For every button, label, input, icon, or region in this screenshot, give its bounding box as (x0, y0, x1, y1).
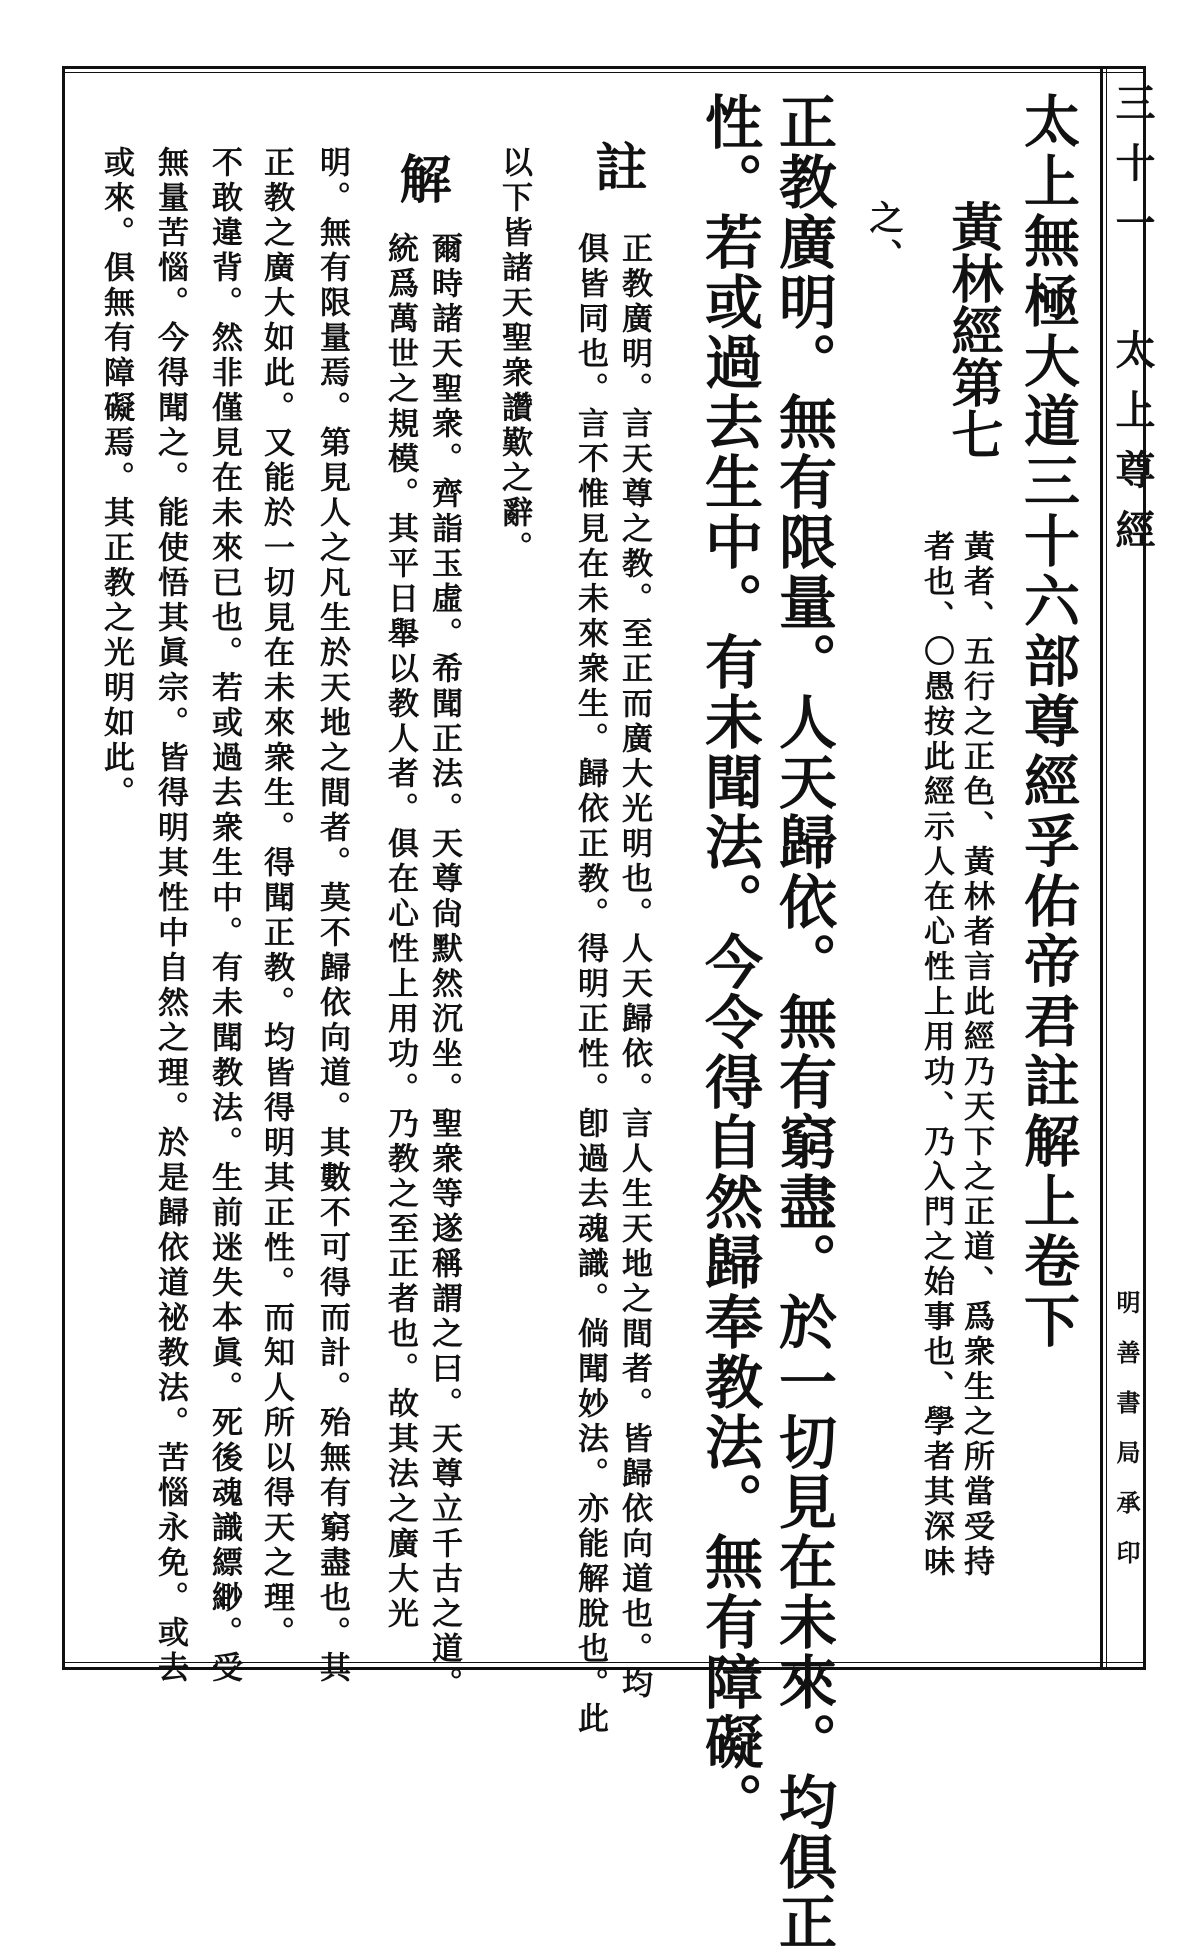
explanation-line-4: 正教之廣大如此。又能於一切見在未來衆生。得聞正教。均皆得明其正性。而知人所以得天之理。 (258, 146, 294, 1651)
explanation-line-7: 或來。俱無有障礙焉。其正教之光明如此。 (98, 146, 134, 811)
commentary-heading: 註 (586, 140, 647, 192)
chapter-note-line-1: 黃者、五行之正色、黃林者言此經乃天下之正道、爲衆生之所當受持 (958, 530, 994, 1580)
page-title: 太上無極大道三十六部尊經孚佑帝君註解上卷下 (1015, 92, 1081, 1352)
explanation-line-1: 爾時諸天聖衆。齊詣玉虛。希聞正法。天尊尙默然沉坐。聖衆等遂稱謂之曰。天尊立千古之道。 (426, 232, 462, 1702)
chapter-note-line-2: 者也、〇愚按此經示人在心性上用功、乃入門之始事也、學者其深味 (918, 530, 954, 1580)
explanation-line-3: 明。無有限量焉。第見人之凡生於天地之間者。莫不歸依向道。其數不可得而計。殆無有窮盡也。其 (314, 146, 350, 1686)
margin-rule-inner (1106, 66, 1107, 1670)
explanation-line-6: 無量苦惱。今得聞之。能使悟其眞宗。皆得明其性中自然之理。於是歸依道祕教法。苦惱永免。或去 (152, 146, 188, 1686)
explanation-line-5: 不敢違背。然非僅見在未來已也。若或過去衆生中。有未聞教法。生前迷失本眞。死後魂識縹緲。受 (206, 146, 242, 1686)
commentary-line-2: 俱皆同也。言不惟見在未來衆生。歸依正教。得明正性。卽過去魂識。倘聞妙法。亦能解脫也。此 (572, 232, 608, 1737)
scripture-line-2: 性。若或過去生中。有未聞法。今令得自然歸奉教法。無有障礙。 (695, 92, 763, 1832)
explanation-heading: 解 (390, 152, 451, 204)
margin-rule (1100, 66, 1103, 1670)
commentary-line-1: 正教廣明。言天尊之教。至正而廣大光明也。人天歸依。言人生天地之間者。皆歸依向道也。均 (616, 232, 652, 1702)
chapter-title: 黃林經第七 (942, 200, 1003, 460)
margin-top-label: 三十一 太上尊經 (1109, 82, 1156, 569)
commentary-line-3: 以下皆諸天聖衆讚歎之辭。 (496, 146, 532, 566)
chapter-note-tail: 之、 (863, 200, 903, 276)
scripture-line-1: 正教廣明。無有限量。人天歸依。無有窮盡。於一切見在未來。均俱正 (769, 92, 837, 1952)
explanation-line-2: 統爲萬世之規模。其平日舉以教人者。俱在心性上用功。乃教之至正者也。故其法之廣大光 (382, 232, 418, 1632)
margin-bottom-label: 明善書局承印 (1112, 1290, 1141, 1590)
